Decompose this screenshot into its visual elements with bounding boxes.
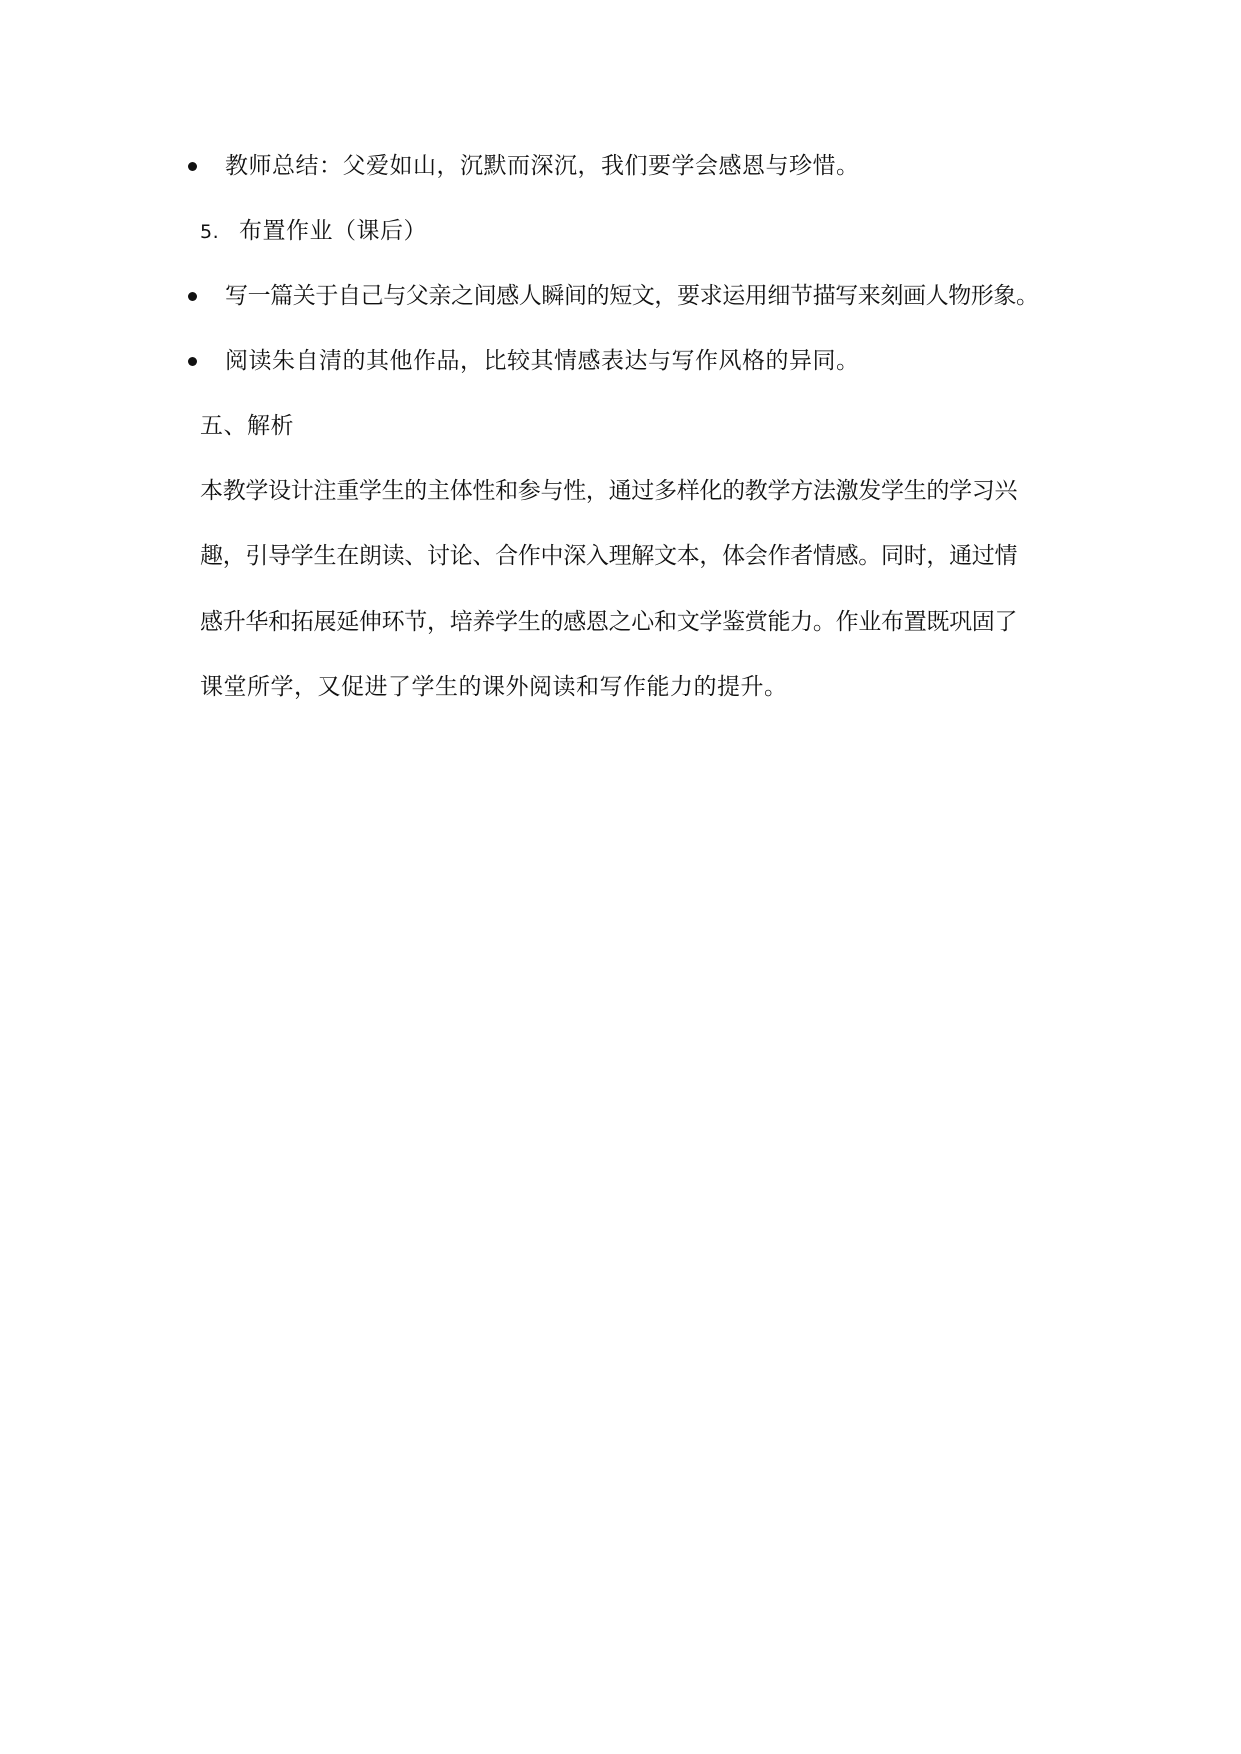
list-item-teacher-summary: 教师总结：父爱如山，沉默而深沉，我们要学会感恩与珍惜。 (225, 153, 860, 179)
step-number: 5. (200, 221, 220, 243)
list-item-homework-1: 写一篇关于自己与父亲之间感人瞬间的短文，要求运用细节描写来刻画人物形象。 (225, 283, 1039, 309)
bullet-dot (188, 162, 197, 171)
list-item-homework-2: 阅读朱自清的其他作品，比较其情感表达与写作风格的异同。 (225, 348, 860, 374)
section-heading: 五、解析 (200, 413, 294, 439)
analysis-line-1: 本教学设计注重学生的主体性和参与性，通过多样化的教学方法激发学生的学习兴 (200, 478, 1018, 504)
analysis-line-3: 感升华和拓展延伸环节，培养学生的感恩之心和文学鉴赏能力。作业布置既巩固了 (200, 609, 1018, 635)
analysis-line-2: 趣，引导学生在朗读、讨论、合作中深入理解文本，体会作者情感。同时，通过情 (200, 543, 1018, 569)
step-5-heading (200, 216, 427, 247)
analysis-line-4: 课堂所学，又促进了学生的课外阅读和写作能力的提升。 (200, 674, 788, 700)
bullet-dot (188, 292, 197, 301)
bullet-dot (188, 357, 197, 366)
step-title: 布置作业（课后） (238, 218, 427, 244)
